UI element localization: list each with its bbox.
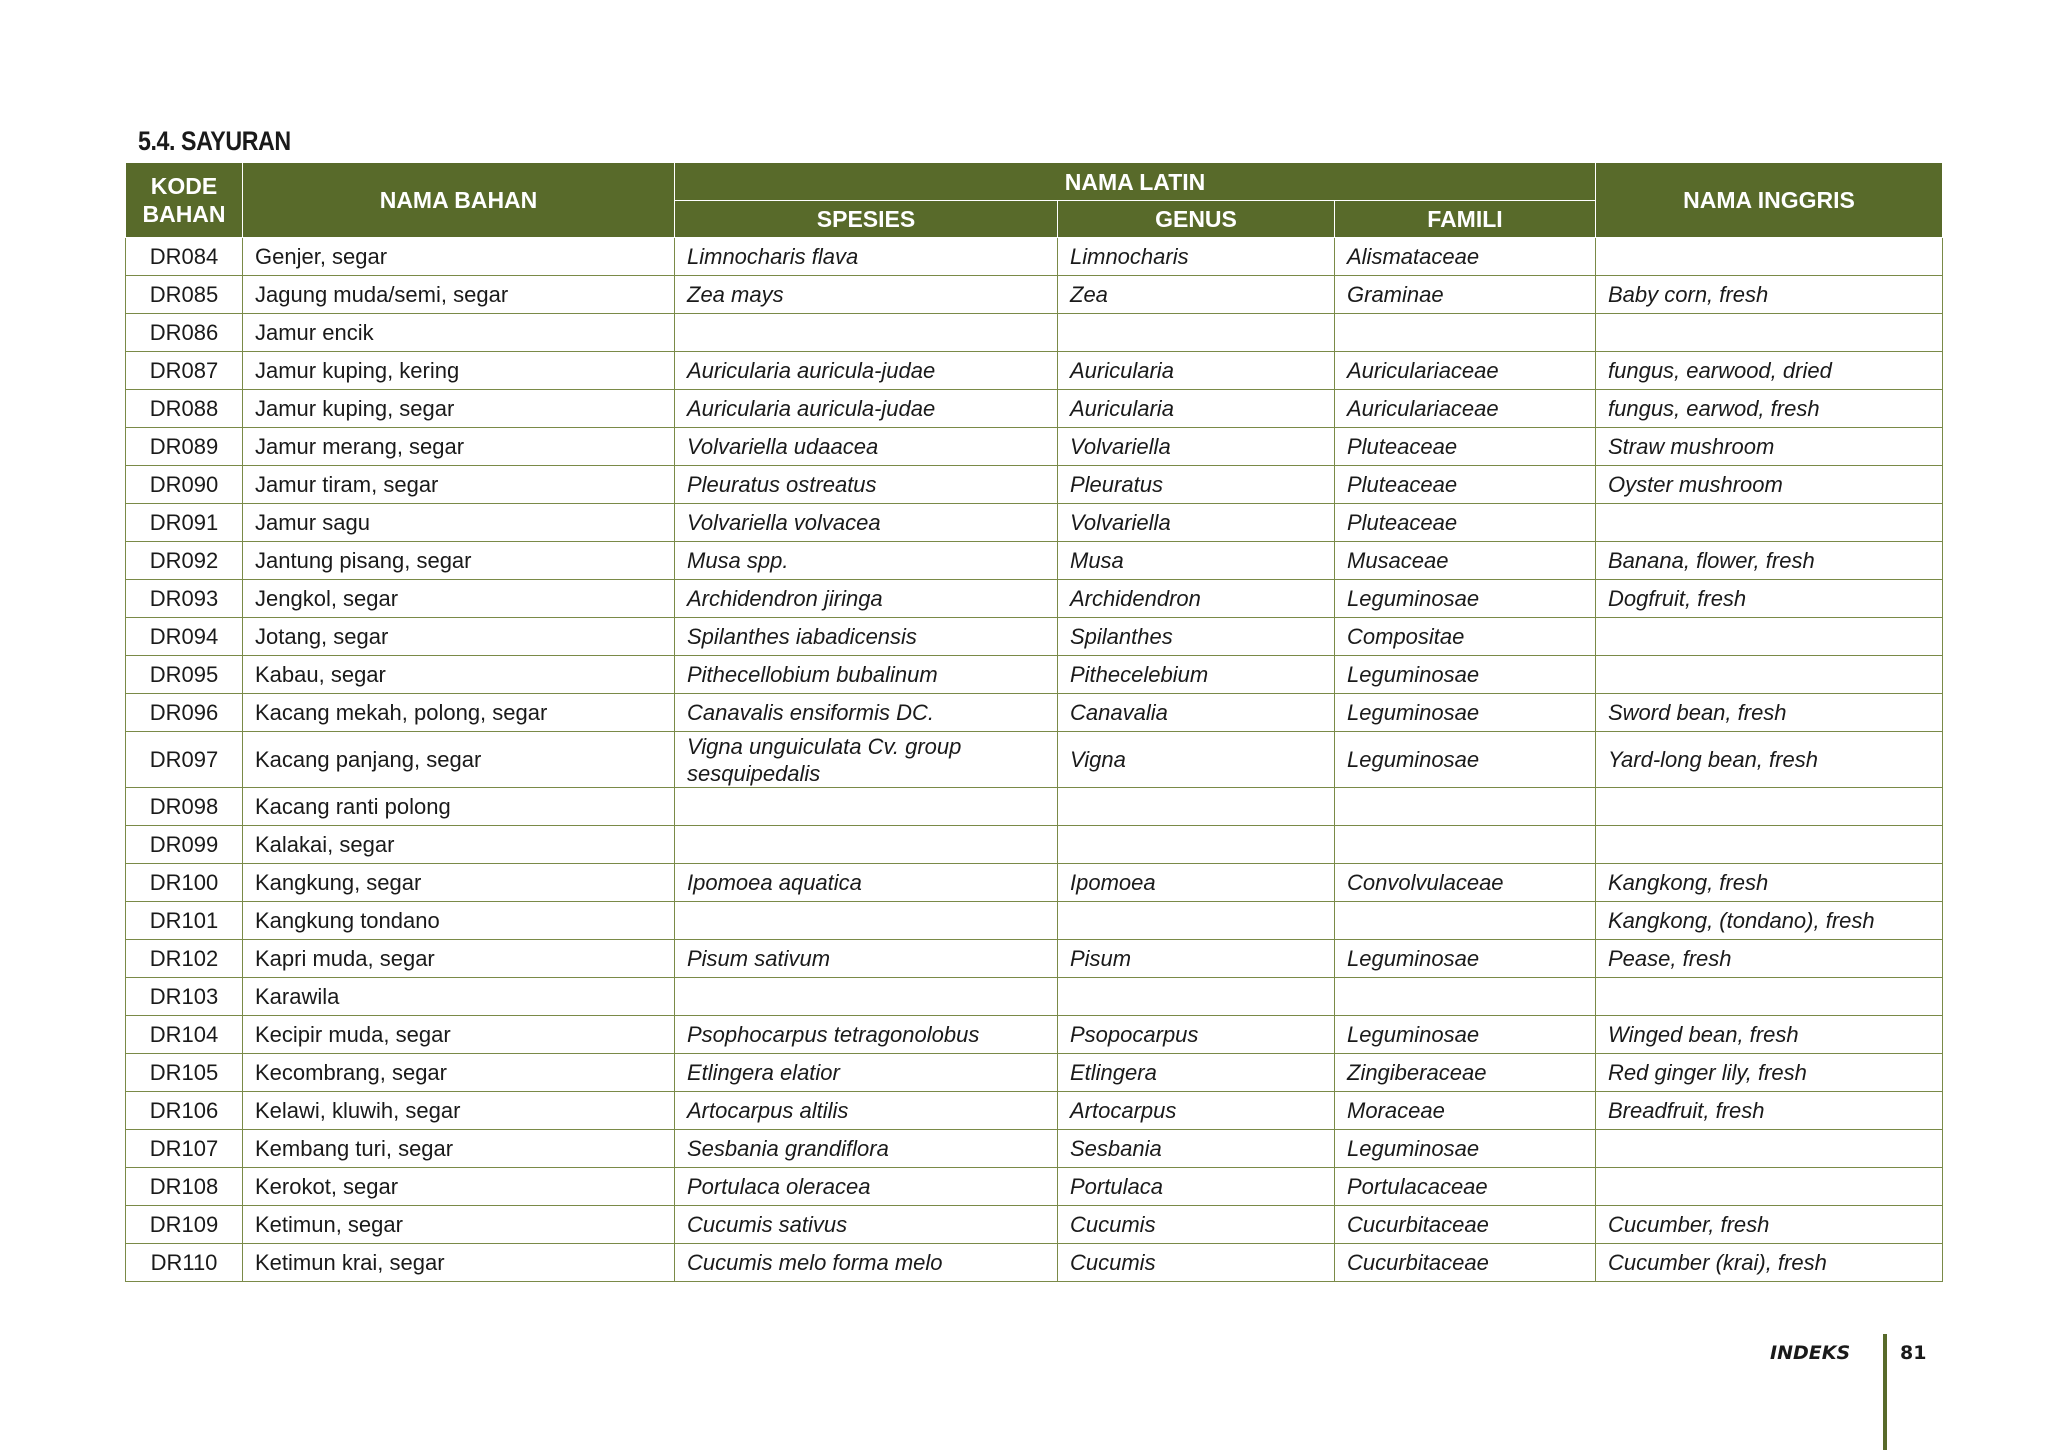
cell-kode: DR103 [126, 978, 243, 1016]
table-row [126, 732, 1943, 788]
cell-nama-bahan: Ketimun, segar [243, 1206, 675, 1244]
cell-nama-inggris [1596, 504, 1943, 542]
cell-famili: Pluteaceae [1335, 504, 1596, 542]
cell-famili: Graminae [1335, 276, 1596, 314]
cell-nama-bahan: Jagung muda/semi, segar [243, 276, 675, 314]
cell-famili: Auriculariaceae [1335, 390, 1596, 428]
table-row [126, 656, 1943, 694]
cell-kode: DR108 [126, 1168, 243, 1206]
table-header [126, 163, 1943, 238]
cell-genus: Cucumis [1058, 1206, 1335, 1244]
cell-famili: Convolvulaceae [1335, 864, 1596, 902]
table-row [126, 1244, 1943, 1282]
cell-spesies: Etlingera elatior [675, 1054, 1058, 1092]
cell-spesies: Archidendron jiringa [675, 580, 1058, 618]
cell-famili: Cucurbitaceae [1335, 1206, 1596, 1244]
cell-nama-inggris: Straw mushroom [1596, 428, 1943, 466]
cell-famili: Leguminosae [1335, 580, 1596, 618]
cell-genus: Auricularia [1058, 390, 1335, 428]
table-row [126, 580, 1943, 618]
cell-famili [1335, 788, 1596, 826]
cell-genus: Archidendron [1058, 580, 1335, 618]
table-row [126, 276, 1943, 314]
cell-famili: Leguminosae [1335, 1016, 1596, 1054]
cell-famili: Moraceae [1335, 1092, 1596, 1130]
cell-famili: Leguminosae [1335, 940, 1596, 978]
cell-famili [1335, 826, 1596, 864]
table-row [126, 1168, 1943, 1206]
cell-nama-bahan: Kembang turi, segar [243, 1130, 675, 1168]
cell-spesies [675, 314, 1058, 352]
cell-genus: Musa [1058, 542, 1335, 580]
cell-spesies: Limnocharis flava [675, 238, 1058, 276]
table-body [126, 238, 1943, 1282]
cell-genus: Cucumis [1058, 1244, 1335, 1282]
table-row [126, 694, 1943, 732]
cell-spesies: Volvariella udaacea [675, 428, 1058, 466]
table-row [126, 428, 1943, 466]
footer-divider [1883, 1334, 1887, 1450]
cell-nama-inggris: fungus, earwood, dried [1596, 352, 1943, 390]
header-kode-bahan: KODE BAHAN [126, 163, 243, 238]
cell-famili: Leguminosae [1335, 656, 1596, 694]
cell-spesies: Volvariella volvacea [675, 504, 1058, 542]
cell-genus: Limnocharis [1058, 238, 1335, 276]
page-number: 81 [1900, 1342, 1927, 1364]
cell-genus: Spilanthes [1058, 618, 1335, 656]
cell-kode: DR096 [126, 694, 243, 732]
cell-spesies: Canavalis ensiformis DC. [675, 694, 1058, 732]
cell-famili: Zingiberaceae [1335, 1054, 1596, 1092]
cell-genus: Etlingera [1058, 1054, 1335, 1092]
cell-nama-inggris [1596, 656, 1943, 694]
cell-nama-bahan: Kangkung, segar [243, 864, 675, 902]
cell-nama-inggris [1596, 1130, 1943, 1168]
cell-famili: Compositae [1335, 618, 1596, 656]
table-row [126, 978, 1943, 1016]
cell-nama-bahan: Kabau, segar [243, 656, 675, 694]
cell-spesies: Vigna unguiculata Cv. group sesquipedalis [675, 732, 1058, 788]
cell-spesies: Pithecellobium bubalinum [675, 656, 1058, 694]
footer-section-label: INDEKS [1770, 1342, 1851, 1364]
cell-kode: DR110 [126, 1244, 243, 1282]
cell-nama-bahan: Kecipir muda, segar [243, 1016, 675, 1054]
cell-kode: DR101 [126, 902, 243, 940]
table-row [126, 940, 1943, 978]
section-title: 5.4. SAYURAN [138, 126, 291, 156]
cell-genus [1058, 978, 1335, 1016]
cell-genus: Canavalia [1058, 694, 1335, 732]
cell-genus: Vigna [1058, 732, 1335, 788]
cell-kode: DR094 [126, 618, 243, 656]
cell-genus: Auricularia [1058, 352, 1335, 390]
table-row [126, 1130, 1943, 1168]
cell-genus [1058, 314, 1335, 352]
header-spesies: SPESIES [675, 201, 1058, 238]
table-row [126, 826, 1943, 864]
cell-nama-inggris: Kangkong, (tondano), fresh [1596, 902, 1943, 940]
cell-nama-bahan: Kecombrang, segar [243, 1054, 675, 1092]
cell-famili: Leguminosae [1335, 694, 1596, 732]
cell-genus: Ipomoea [1058, 864, 1335, 902]
cell-famili: Auriculariaceae [1335, 352, 1596, 390]
cell-nama-bahan: Kacang ranti polong [243, 788, 675, 826]
cell-genus [1058, 826, 1335, 864]
cell-nama-inggris: Red ginger lily, fresh [1596, 1054, 1943, 1092]
cell-spesies [675, 978, 1058, 1016]
cell-nama-bahan: Jamur kuping, segar [243, 390, 675, 428]
table-row [126, 504, 1943, 542]
cell-nama-inggris: Yard-long bean, fresh [1596, 732, 1943, 788]
cell-spesies: Portulaca oleracea [675, 1168, 1058, 1206]
cell-kode: DR090 [126, 466, 243, 504]
cell-kode: DR097 [126, 732, 243, 788]
cell-nama-inggris: Baby corn, fresh [1596, 276, 1943, 314]
table-row [126, 1206, 1943, 1244]
cell-spesies: Psophocarpus tetragonolobus [675, 1016, 1058, 1054]
cell-famili [1335, 314, 1596, 352]
cell-genus: Pisum [1058, 940, 1335, 978]
cell-famili: Musaceae [1335, 542, 1596, 580]
cell-nama-inggris [1596, 1168, 1943, 1206]
cell-genus [1058, 788, 1335, 826]
cell-nama-bahan: Kacang mekah, polong, segar [243, 694, 675, 732]
cell-kode: DR092 [126, 542, 243, 580]
table-row [126, 542, 1943, 580]
table-row [126, 466, 1943, 504]
cell-nama-inggris: fungus, earwod, fresh [1596, 390, 1943, 428]
cell-nama-bahan: Kerokot, segar [243, 1168, 675, 1206]
cell-kode: DR091 [126, 504, 243, 542]
cell-genus: Zea [1058, 276, 1335, 314]
food-table [125, 162, 1943, 1282]
cell-nama-inggris: Cucumber, fresh [1596, 1206, 1943, 1244]
cell-famili: Leguminosae [1335, 732, 1596, 788]
table-row [126, 902, 1943, 940]
cell-kode: DR095 [126, 656, 243, 694]
cell-genus: Volvariella [1058, 428, 1335, 466]
cell-nama-inggris [1596, 238, 1943, 276]
cell-kode: DR084 [126, 238, 243, 276]
table-row [126, 390, 1943, 428]
cell-nama-bahan: Jamur merang, segar [243, 428, 675, 466]
cell-famili [1335, 978, 1596, 1016]
cell-spesies: Pleuratus ostreatus [675, 466, 1058, 504]
cell-nama-bahan: Jamur sagu [243, 504, 675, 542]
cell-nama-inggris: Pease, fresh [1596, 940, 1943, 978]
table-row [126, 788, 1943, 826]
cell-famili: Cucurbitaceae [1335, 1244, 1596, 1282]
header-famili: FAMILI [1335, 201, 1596, 238]
cell-nama-inggris [1596, 978, 1943, 1016]
cell-spesies: Cucumis sativus [675, 1206, 1058, 1244]
cell-nama-bahan: Jamur kuping, kering [243, 352, 675, 390]
cell-nama-bahan: Jengkol, segar [243, 580, 675, 618]
cell-nama-inggris: Winged bean, fresh [1596, 1016, 1943, 1054]
cell-spesies [675, 826, 1058, 864]
cell-nama-inggris [1596, 788, 1943, 826]
cell-nama-inggris [1596, 618, 1943, 656]
cell-genus: Volvariella [1058, 504, 1335, 542]
cell-famili: Pluteaceae [1335, 466, 1596, 504]
header-nama-bahan: NAMA BAHAN [243, 163, 675, 238]
header-nama-latin: NAMA LATIN [675, 163, 1596, 201]
header-nama-inggris: NAMA INGGRIS [1596, 163, 1943, 238]
cell-spesies: Pisum sativum [675, 940, 1058, 978]
cell-kode: DR109 [126, 1206, 243, 1244]
cell-nama-bahan: Kacang panjang, segar [243, 732, 675, 788]
header-genus: GENUS [1058, 201, 1335, 238]
table-row [126, 1054, 1943, 1092]
cell-nama-inggris: Breadfruit, fresh [1596, 1092, 1943, 1130]
cell-spesies: Auricularia auricula-judae [675, 352, 1058, 390]
table-row [126, 1016, 1943, 1054]
cell-nama-bahan: Kalakai, segar [243, 826, 675, 864]
cell-spesies: Spilanthes iabadicensis [675, 618, 1058, 656]
cell-famili: Alismataceae [1335, 238, 1596, 276]
table-row [126, 314, 1943, 352]
cell-nama-inggris: Sword bean, fresh [1596, 694, 1943, 732]
cell-kode: DR089 [126, 428, 243, 466]
cell-nama-inggris: Banana, flower, fresh [1596, 542, 1943, 580]
cell-kode: DR107 [126, 1130, 243, 1168]
cell-nama-bahan: Genjer, segar [243, 238, 675, 276]
cell-kode: DR088 [126, 390, 243, 428]
cell-kode: DR102 [126, 940, 243, 978]
table-row [126, 864, 1943, 902]
cell-kode: DR099 [126, 826, 243, 864]
cell-kode: DR087 [126, 352, 243, 390]
cell-spesies: Sesbania grandiflora [675, 1130, 1058, 1168]
cell-nama-bahan: Jantung pisang, segar [243, 542, 675, 580]
cell-nama-inggris: Dogfruit, fresh [1596, 580, 1943, 618]
table-row [126, 352, 1943, 390]
cell-genus: Psopocarpus [1058, 1016, 1335, 1054]
cell-spesies: Ipomoea aquatica [675, 864, 1058, 902]
cell-famili: Leguminosae [1335, 1130, 1596, 1168]
cell-genus: Portulaca [1058, 1168, 1335, 1206]
cell-famili: Pluteaceae [1335, 428, 1596, 466]
cell-genus [1058, 902, 1335, 940]
cell-genus: Artocarpus [1058, 1092, 1335, 1130]
cell-nama-inggris [1596, 826, 1943, 864]
cell-nama-bahan: Kapri muda, segar [243, 940, 675, 978]
table-row [126, 1092, 1943, 1130]
cell-genus: Sesbania [1058, 1130, 1335, 1168]
cell-kode: DR104 [126, 1016, 243, 1054]
cell-kode: DR086 [126, 314, 243, 352]
cell-nama-bahan: Jamur tiram, segar [243, 466, 675, 504]
cell-spesies [675, 788, 1058, 826]
cell-nama-inggris [1596, 314, 1943, 352]
cell-kode: DR085 [126, 276, 243, 314]
table-row [126, 618, 1943, 656]
cell-famili [1335, 902, 1596, 940]
cell-nama-bahan: Jotang, segar [243, 618, 675, 656]
cell-spesies: Auricularia auricula-judae [675, 390, 1058, 428]
cell-nama-inggris: Cucumber (krai), fresh [1596, 1244, 1943, 1282]
table-row [126, 238, 1943, 276]
cell-kode: DR093 [126, 580, 243, 618]
cell-kode: DR106 [126, 1092, 243, 1130]
cell-spesies: Artocarpus altilis [675, 1092, 1058, 1130]
cell-spesies: Cucumis melo forma melo [675, 1244, 1058, 1282]
cell-genus: Pleuratus [1058, 466, 1335, 504]
cell-spesies: Zea mays [675, 276, 1058, 314]
cell-kode: DR100 [126, 864, 243, 902]
cell-spesies: Musa spp. [675, 542, 1058, 580]
cell-nama-inggris: Oyster mushroom [1596, 466, 1943, 504]
cell-famili: Portulacaceae [1335, 1168, 1596, 1206]
cell-nama-bahan: Kangkung tondano [243, 902, 675, 940]
cell-spesies [675, 902, 1058, 940]
cell-nama-bahan: Ketimun krai, segar [243, 1244, 675, 1282]
cell-nama-bahan: Karawila [243, 978, 675, 1016]
cell-kode: DR105 [126, 1054, 243, 1092]
cell-kode: DR098 [126, 788, 243, 826]
cell-nama-inggris: Kangkong, fresh [1596, 864, 1943, 902]
cell-nama-bahan: Kelawi, kluwih, segar [243, 1092, 675, 1130]
cell-genus: Pithecelebium [1058, 656, 1335, 694]
cell-nama-bahan: Jamur encik [243, 314, 675, 352]
